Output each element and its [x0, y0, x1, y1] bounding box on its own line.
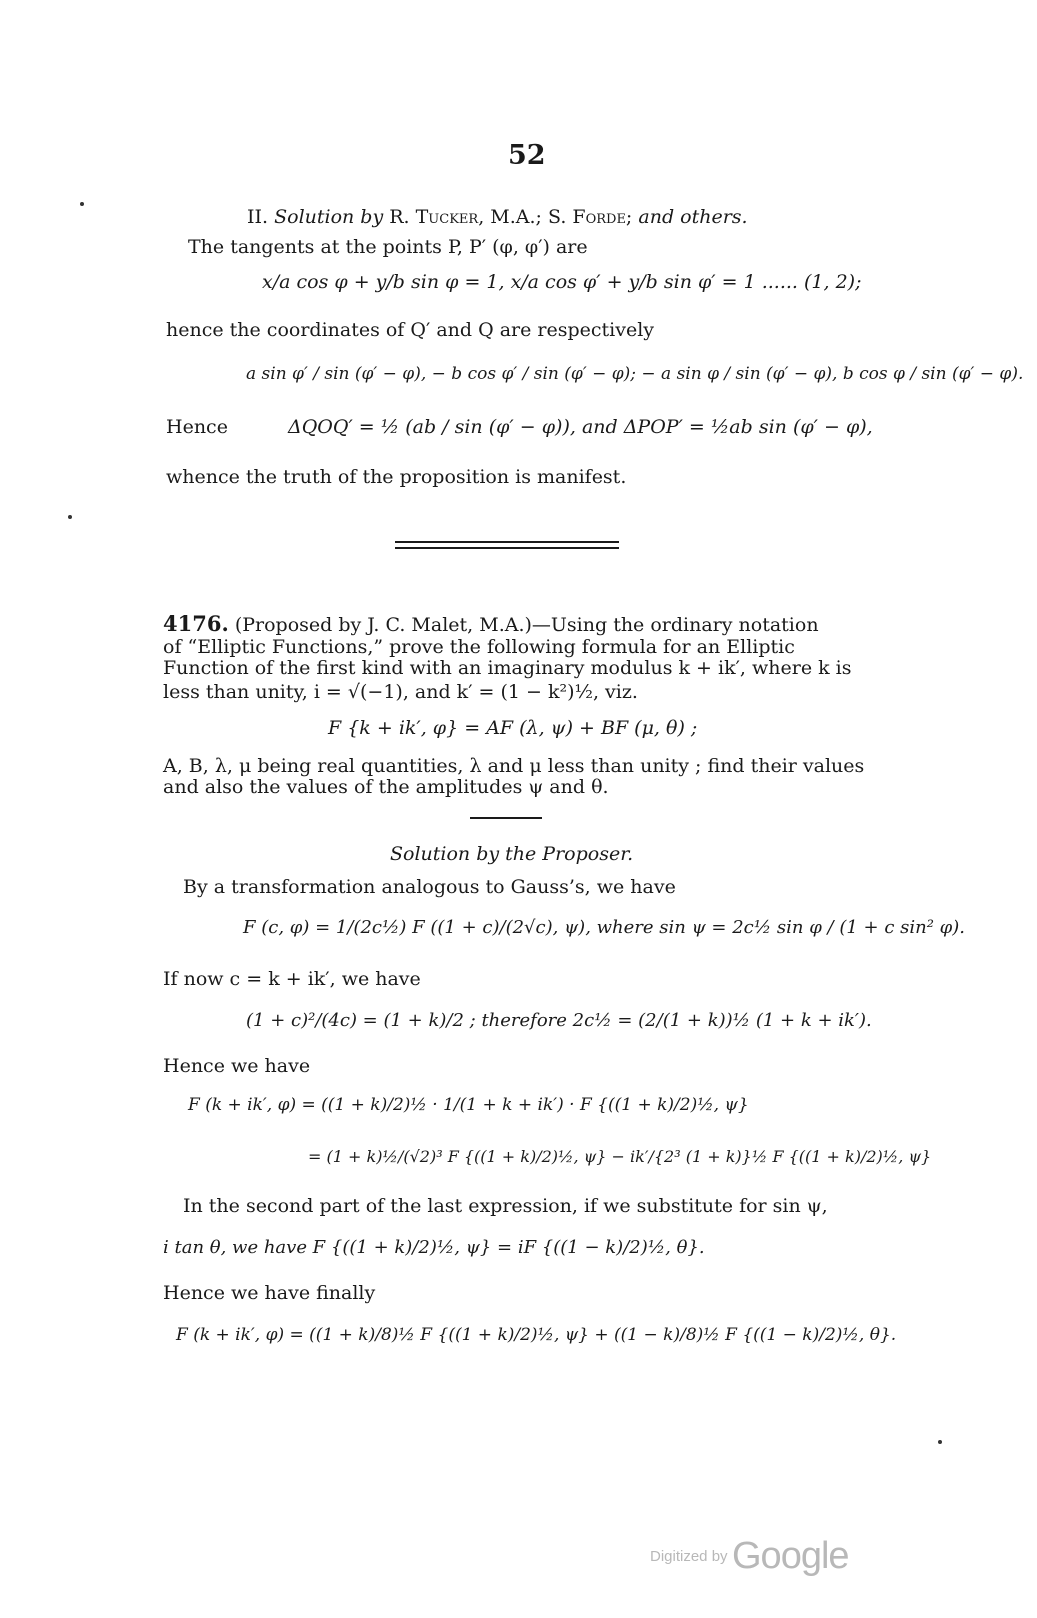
problem-text: and also the values of the amplitudes ψ and θ. — [163, 776, 609, 798]
problem-line — [163, 612, 819, 637]
text-line: whence the truth of the proposition is manifest. — [166, 466, 627, 488]
speck — [68, 515, 72, 519]
problem-text: less than unity, i = √(−1), and k′ = (1 − k²)½, viz. — [163, 681, 638, 703]
heading-authors: R. Tucker, M.A.; S. Forde; — [389, 206, 633, 228]
equation-c: (1 + c)²/(4c) = (1 + k)/2 ; therefore 2c½ = (2/(1 + k))½ (1 + k + ik′). — [246, 1010, 872, 1031]
equation-final: F (k + ik′, φ) = ((1 + k)/8)½ F {((1 + k)/2)½, ψ} + ((1 − k)/8)½ F {((1 − k)/2)½, θ}. — [176, 1325, 897, 1345]
equation-gauss: F (c, φ) = 1/(2c½) F ((1 + c)/(2√c), ψ), where sin ψ = 2c½ sin φ / (1 + c sin² φ). — [243, 917, 966, 938]
heading-number: II. — [247, 206, 269, 228]
solution-heading-proposer: Solution by the Proposer. — [390, 843, 634, 865]
problem-text: (Proposed by J. C. Malet, M.A.)—Using the ordinary notation — [234, 614, 819, 636]
heading-others: and others. — [638, 206, 748, 228]
heading-solution-by: Solution by — [274, 206, 384, 228]
text-line: The tangents at the points P, P′ (φ, φ′) are — [188, 236, 588, 258]
text-line: hence the coordinates of Q′ and Q are respectively — [166, 319, 655, 341]
equation-substitution: i tan θ, we have F {((1 + k)/2)½, ψ} = iF {((1 − k)/2)½, θ}. — [163, 1237, 705, 1258]
equation-expansion-2: = (1 + k)½/(√2)³ F {((1 + k)/2)½, ψ} − ik′/{2³ (1 + k)}½ F {((1 + k)/2)½, ψ} — [308, 1147, 932, 1166]
equation-areas: ΔQOQ′ = ½ (ab / sin (φ′ − φ)), and ΔPOP′ = ½ab sin (φ′ − φ), — [288, 416, 873, 438]
equation-coordinates: a sin φ′ / sin (φ′ − φ), − b cos φ′ / sin (φ′ − φ); − a sin φ / sin (φ′ − φ), b cos φ / sin (φ′ − φ). — [246, 364, 1024, 384]
equation-expansion: F (k + ik′, φ) = ((1 + k)/2)½ · 1/(1 + k + ik′) · F {((1 + k)/2)½, ψ} — [188, 1095, 749, 1115]
separator-rule — [395, 541, 619, 543]
solution-text: Hence we have finally — [163, 1282, 376, 1304]
equation-problem: F {k + ik′, φ} = AF (λ, ψ) + BF (μ, θ) ; — [328, 717, 698, 739]
solution-heading — [247, 205, 748, 229]
speck — [80, 202, 84, 206]
short-rule — [470, 817, 542, 819]
digitized-by-google-watermark — [650, 1535, 849, 1578]
google-logo: Google — [732, 1535, 849, 1577]
equation-tangents: x/a cos φ + y/b sin φ = 1, x/a cos φ′ + y/b sin φ′ = 1 ...... (1, 2); — [262, 271, 862, 293]
hence-label: Hence — [166, 416, 228, 438]
watermark-prefix: Digitized by — [650, 1548, 728, 1565]
problem-text: of “Elliptic Functions,” prove the following formula for an Elliptic — [163, 636, 795, 658]
problem-text: A, B, λ, μ being real quantities, λ and μ less than unity ; find their values — [163, 755, 865, 777]
solution-text: By a transformation analogous to Gauss’s, we have — [183, 876, 676, 898]
separator-rule — [395, 547, 619, 549]
solution-text: In the second part of the last expression, if we substitute for sin ψ, — [183, 1195, 828, 1217]
speck — [938, 1440, 942, 1444]
solution-text: Hence we have — [163, 1055, 311, 1077]
problem-text: Function of the first kind with an imaginary modulus k + ik′, where k is — [163, 657, 852, 679]
problem-number: 4176. — [163, 611, 229, 636]
page-number: 52 — [508, 140, 546, 171]
solution-text: If now c = k + ik′, we have — [163, 968, 421, 990]
